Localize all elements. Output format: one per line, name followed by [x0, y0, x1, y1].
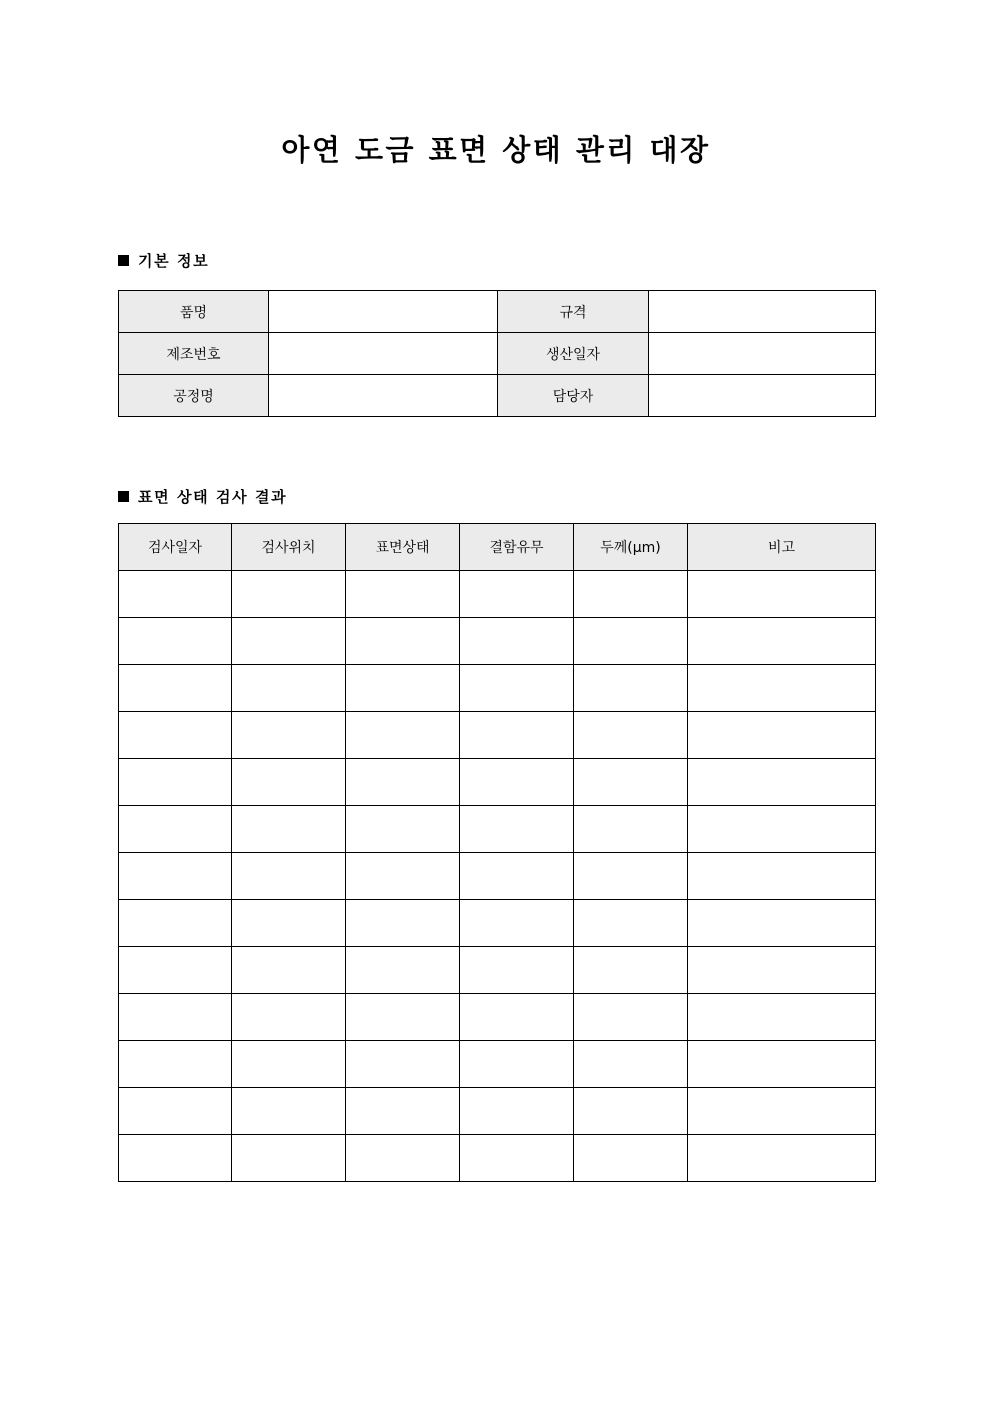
- table-cell[interactable]: [574, 947, 688, 994]
- table-cell[interactable]: [119, 1135, 232, 1182]
- table-header-row: [119, 524, 876, 571]
- table-cell[interactable]: [688, 994, 876, 1041]
- table-cell[interactable]: [119, 618, 232, 665]
- table-cell[interactable]: [346, 665, 460, 712]
- table-row: [119, 1088, 876, 1135]
- table-cell[interactable]: [346, 759, 460, 806]
- table-cell[interactable]: [688, 759, 876, 806]
- field-value-specification[interactable]: [649, 291, 876, 333]
- table-cell[interactable]: [460, 712, 574, 759]
- table-cell[interactable]: [232, 853, 346, 900]
- table-cell[interactable]: [346, 806, 460, 853]
- table-cell[interactable]: [346, 1135, 460, 1182]
- field-value-person-in-charge[interactable]: [649, 375, 876, 417]
- table-cell[interactable]: [232, 994, 346, 1041]
- column-header-inspection-position: 검사위치: [232, 524, 346, 571]
- table-row: [119, 291, 876, 333]
- table-cell[interactable]: [688, 947, 876, 994]
- table-row: [119, 333, 876, 375]
- table-cell[interactable]: [688, 571, 876, 618]
- page-title: 아연 도금 표면 상태 관리 대장: [281, 133, 711, 167]
- table-cell[interactable]: [119, 994, 232, 1041]
- table-cell[interactable]: [574, 900, 688, 947]
- table-cell[interactable]: [688, 900, 876, 947]
- column-header-remarks: 비고: [688, 524, 876, 571]
- table-cell[interactable]: [688, 1088, 876, 1135]
- table-row: [119, 947, 876, 994]
- table-cell[interactable]: [119, 853, 232, 900]
- table-cell[interactable]: [574, 1088, 688, 1135]
- table-cell[interactable]: [460, 994, 574, 1041]
- table-cell[interactable]: [346, 618, 460, 665]
- table-cell[interactable]: [346, 1041, 460, 1088]
- table-cell[interactable]: [688, 806, 876, 853]
- table-cell[interactable]: [574, 1041, 688, 1088]
- column-header-surface-condition: 표면상태: [346, 524, 460, 571]
- table-cell[interactable]: [232, 947, 346, 994]
- basic-info-table-body: [119, 291, 876, 417]
- table-cell[interactable]: [346, 900, 460, 947]
- field-value-manufacturing-number[interactable]: [269, 333, 498, 375]
- table-cell[interactable]: [460, 1135, 574, 1182]
- table-cell[interactable]: [688, 712, 876, 759]
- table-row: [119, 994, 876, 1041]
- section-heading-inspection-results-label: 표면 상태 검사 결과: [138, 488, 288, 506]
- table-cell[interactable]: [119, 1088, 232, 1135]
- table-cell[interactable]: [232, 759, 346, 806]
- table-cell[interactable]: [119, 759, 232, 806]
- table-row: [119, 712, 876, 759]
- table-cell[interactable]: [119, 712, 232, 759]
- table-row: [119, 618, 876, 665]
- table-cell[interactable]: [119, 806, 232, 853]
- table-cell[interactable]: [460, 665, 574, 712]
- table-cell[interactable]: [574, 806, 688, 853]
- table-cell[interactable]: [232, 1135, 346, 1182]
- column-header-defect-presence: 결함유무: [460, 524, 574, 571]
- table-cell[interactable]: [574, 571, 688, 618]
- table-row: [119, 806, 876, 853]
- field-label-process-name: 공정명: [119, 375, 269, 417]
- table-cell[interactable]: [232, 806, 346, 853]
- table-row: [119, 759, 876, 806]
- table-cell[interactable]: [346, 571, 460, 618]
- table-cell[interactable]: [119, 1041, 232, 1088]
- table-cell[interactable]: [460, 571, 574, 618]
- table-cell[interactable]: [574, 712, 688, 759]
- table-cell[interactable]: [119, 947, 232, 994]
- table-cell[interactable]: [688, 1135, 876, 1182]
- column-header-inspection-date: 검사일자: [119, 524, 232, 571]
- section-heading-inspection-results: [118, 486, 287, 507]
- table-cell[interactable]: [346, 947, 460, 994]
- inspection-results-table-body: [119, 571, 876, 1182]
- table-cell[interactable]: [460, 1041, 574, 1088]
- table-cell[interactable]: [460, 759, 574, 806]
- table-cell[interactable]: [346, 994, 460, 1041]
- table-cell[interactable]: [574, 1135, 688, 1182]
- table-cell[interactable]: [688, 665, 876, 712]
- table-cell[interactable]: [119, 665, 232, 712]
- basic-info-table: [118, 290, 876, 417]
- table-cell[interactable]: [574, 759, 688, 806]
- field-value-product-name[interactable]: [269, 291, 498, 333]
- field-label-production-date: 생산일자: [498, 333, 649, 375]
- section-heading-basic-info: [118, 250, 209, 271]
- table-row: [119, 375, 876, 417]
- table-row: [119, 1135, 876, 1182]
- table-cell[interactable]: [688, 1041, 876, 1088]
- column-header-thickness: 두께(μm): [574, 524, 688, 571]
- table-cell[interactable]: [574, 994, 688, 1041]
- table-cell[interactable]: [574, 665, 688, 712]
- table-row: [119, 665, 876, 712]
- inspection-results-table-head: [119, 524, 876, 571]
- table-cell[interactable]: [119, 571, 232, 618]
- table-row: [119, 900, 876, 947]
- table-cell[interactable]: [346, 853, 460, 900]
- table-row: [119, 853, 876, 900]
- table-cell[interactable]: [232, 1041, 346, 1088]
- table-cell[interactable]: [346, 712, 460, 759]
- table-cell[interactable]: [688, 618, 876, 665]
- field-label-manufacturing-number: 제조번호: [119, 333, 269, 375]
- table-cell[interactable]: [460, 947, 574, 994]
- table-cell[interactable]: [460, 900, 574, 947]
- table-cell[interactable]: [232, 571, 346, 618]
- field-label-product-name: 품명: [119, 291, 269, 333]
- table-cell[interactable]: [232, 665, 346, 712]
- table-cell[interactable]: [460, 853, 574, 900]
- section-heading-basic-info-label: 기본 정보: [138, 252, 210, 270]
- table-cell[interactable]: [119, 900, 232, 947]
- table-cell[interactable]: [232, 618, 346, 665]
- table-cell[interactable]: [460, 1088, 574, 1135]
- filled-square-bullet-icon: [118, 491, 129, 502]
- table-cell[interactable]: [574, 618, 688, 665]
- field-value-production-date[interactable]: [649, 333, 876, 375]
- table-cell[interactable]: [574, 853, 688, 900]
- table-cell[interactable]: [346, 1088, 460, 1135]
- table-row: [119, 1041, 876, 1088]
- field-value-process-name[interactable]: [269, 375, 498, 417]
- table-cell[interactable]: [460, 618, 574, 665]
- table-cell[interactable]: [232, 712, 346, 759]
- field-label-person-in-charge: 담당자: [498, 375, 649, 417]
- inspection-results-table: [118, 523, 876, 1182]
- table-cell[interactable]: [688, 853, 876, 900]
- field-label-specification: 규격: [498, 291, 649, 333]
- filled-square-bullet-icon: [118, 255, 129, 266]
- table-row: [119, 571, 876, 618]
- table-cell[interactable]: [460, 806, 574, 853]
- table-cell[interactable]: [232, 1088, 346, 1135]
- table-cell[interactable]: [232, 900, 346, 947]
